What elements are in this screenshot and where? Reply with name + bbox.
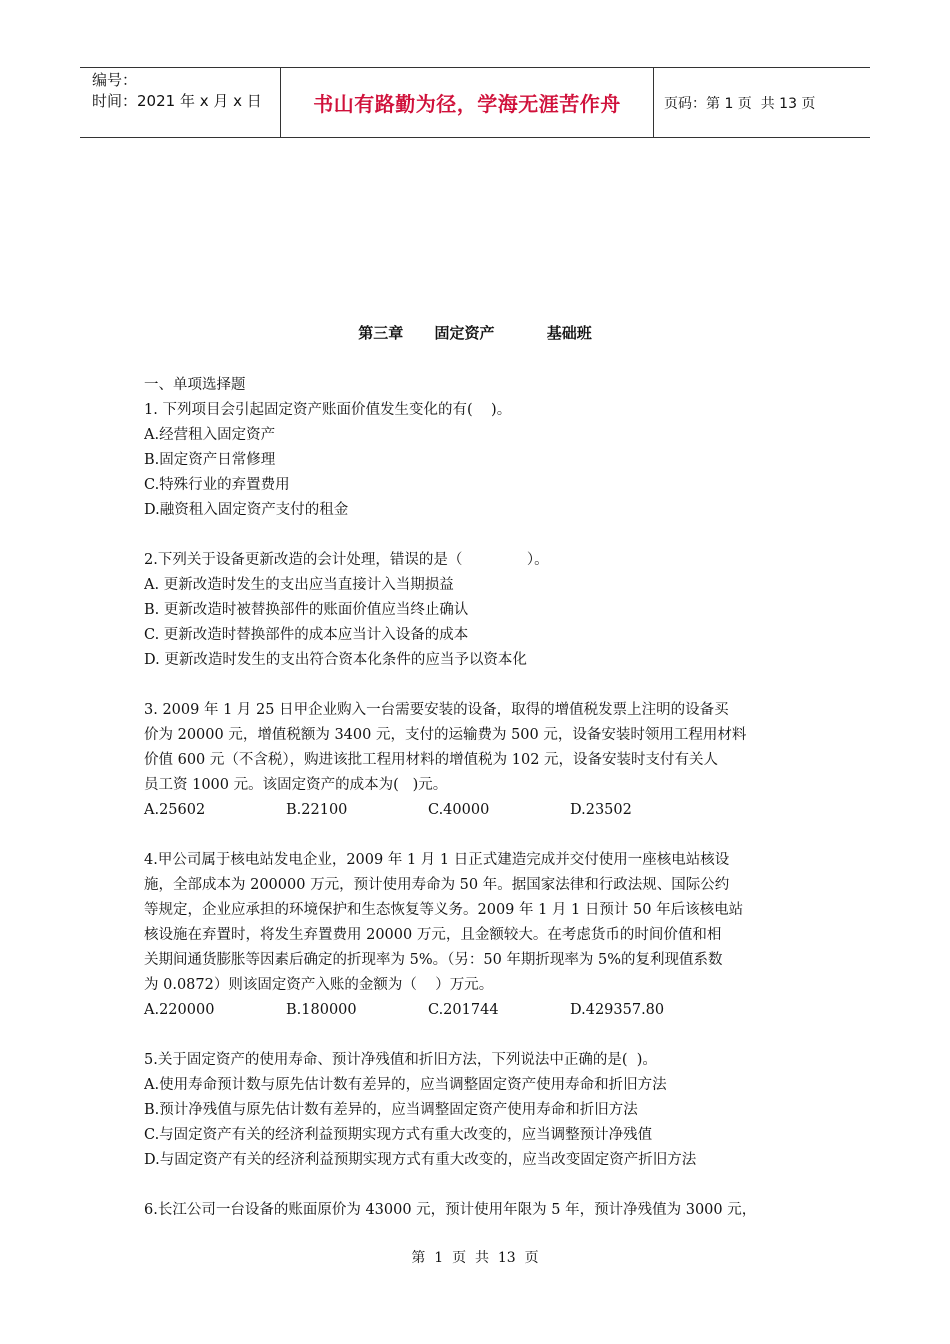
question-4: [144, 848, 824, 1023]
question-2: [144, 548, 824, 673]
question-stem-line: 员工资 1000 元。该固定资产的成本为( )元。: [144, 777, 448, 793]
option-d: D. 更新改造时发生的支出符合资本化条件的应当予以资本化: [144, 652, 527, 668]
question-stem-line: 价为 20000 元，增值税额为 3400 元，支付的运输费为 500 元，设备安装时领用工程用材料: [144, 727, 747, 743]
options-row: [144, 798, 824, 823]
option-b: B.180000: [286, 1002, 357, 1018]
option-a: A. 更新改造时发生的支出应当直接计入当期损益: [144, 577, 454, 593]
question-1: [144, 398, 824, 523]
question-stem-line: 4.甲公司属于核电站发电企业，2009 年 1 月 1 日正式建造完成并交付使用一座核电站核设: [144, 852, 730, 868]
section-heading: 一、单项选择题: [144, 377, 246, 393]
question-6: [144, 1198, 824, 1223]
number-label: 编号：: [92, 71, 138, 89]
question-stem-line: 为 0.0872）则该固定资产入账的金额为（ ）万元。: [144, 977, 494, 993]
option-c: C.特殊行业的弃置费用: [144, 477, 290, 493]
question-stem: 1. 下列项目会引起固定资产账面价值发生变化的有( )。: [144, 402, 512, 418]
question-stem-line: 等规定，企业应承担的环境保护和生态恢复等义务。2009 年 1 月 1 日预计 50 年后该核电站: [144, 902, 744, 918]
option-b: B.固定资产日常修理: [144, 452, 276, 468]
question-stem-line: 施，全部成本为 200000 万元，预计使用寿命为 50 年。据国家法律和行政法规、国际公约: [144, 877, 730, 893]
page-footer: 第 1 页 共 13 页: [411, 1250, 539, 1266]
question-stem-line: 核设施在弃置时，将发生弃置费用 20000 万元，且金额较大。在考虑货币的时间价值和相: [144, 927, 722, 943]
option-d: D.融资租入固定资产支付的租金: [144, 502, 349, 518]
option-a: A.经营租入固定资产: [144, 427, 276, 443]
question-stem: 5.关于固定资产的使用寿命、预计净残值和折旧方法，下列说法中正确的是( )。: [144, 1052, 657, 1068]
option-b: B.预计净残值与原先估计数有差异的，应当调整固定资产使用寿命和折旧方法: [144, 1102, 638, 1118]
question-stem-line: 关期间通货膨胀等因素后确定的折现率为 5%。（另：50 年期折现率为 5%的复利现值系数: [144, 952, 723, 968]
option-a: A.25602: [144, 802, 206, 818]
time-label: 时间：2021 年 x 月 x 日: [92, 92, 262, 110]
question-stem: 6.长江公司一台设备的账面原价为 43000 元，预计使用年限为 5 年，预计净残值为 3000 元，: [144, 1202, 757, 1218]
header-meta: [80, 68, 281, 137]
option-d: D.与固定资产有关的经济利益预期实现方式有重大改变的，应当改变固定资产折旧方法: [144, 1152, 697, 1168]
option-a: A.220000: [144, 1002, 215, 1018]
option-a: A.使用寿命预计数与原先估计数有差异的，应当调整固定资产使用寿命和折旧方法: [144, 1077, 667, 1093]
question-5: [144, 1048, 824, 1173]
question-stem-line: 3. 2009 年 1 月 25 日甲企业购入一台需要安装的设备，取得的增值税发票上注明的设备买: [144, 702, 729, 718]
question-stem-line: 价值 600 元（不含税），购进该批工程用材料的增值税为 102 元，设备安装时支付有关人: [144, 752, 719, 768]
options-row: [144, 998, 824, 1023]
question-stem: 2.下列关于设备更新改造的会计处理，错误的是（ ）。: [144, 552, 549, 568]
option-d: D.429357.80: [570, 1002, 665, 1018]
option-c: C.201744: [428, 1002, 499, 1018]
page-header: [80, 67, 870, 138]
option-c: C. 更新改造时替换部件的成本应当计入设备的成本: [144, 627, 469, 643]
document-title: 第三章 固定资产 基础班: [358, 324, 592, 342]
option-b: B.22100: [286, 802, 348, 818]
option-b: B. 更新改造时被替换部件的账面价值应当终止确认: [144, 602, 469, 618]
option-d: D.23502: [570, 802, 632, 818]
option-c: C.与固定资产有关的经济利益预期实现方式有重大改变的，应当调整预计净残值: [144, 1127, 653, 1143]
header-page-info: 页码：第 1 页 共 13 页: [664, 95, 816, 112]
question-3: [144, 698, 824, 823]
header-motto: 书山有路勤为径，学海无涯苦作舟: [281, 68, 654, 137]
document-body: [144, 373, 824, 1223]
option-c: C.40000: [428, 802, 490, 818]
